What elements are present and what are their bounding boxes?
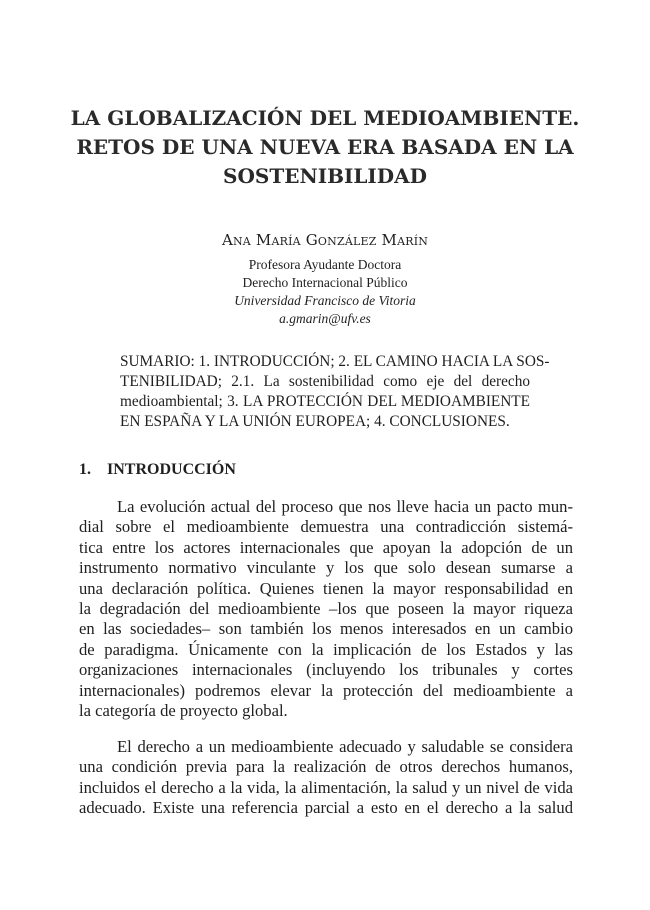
paragraph-line: una condición previa para la realización de otros derechos humanos, [79,757,573,777]
author-department: Derecho Internacional Público [242,275,408,290]
section-heading [79,460,236,480]
paragraph-line: instrumento normativo vinculante y los que solo desean sumarse a [79,558,573,578]
title-line-3: SOSTENIBILIDAD [223,164,427,188]
author-block [100,230,550,328]
paragraph-line: organizaciones internacionales (incluyendo los tribunales y cortes [79,660,573,680]
author-position: Profesora Ayudante Doctora [248,257,402,272]
paragraph-line: la categoría de proyecto global. [79,701,288,721]
summary-line: EN ESPAÑA Y LA UNIÓN EUROPEA; 4. CONCLUSIONES. [120,413,510,430]
paragraph-line: la degradación del medioambiente –los que poseen la mayor riqueza [79,599,573,619]
paragraph-line: dial sobre el medioambiente demuestra una contradicción sistemá- [79,517,573,537]
paragraph-line: incluidos el derecho a la vida, la alimentación, la salud y un nivel de vida [79,777,573,797]
title-line-2: RETOS DE UNA NUEVA ERA BASADA EN LA [76,135,574,159]
title-line-1: LA GLOBALIZACIÓN DEL MEDIOAMBIENTE. [70,106,580,130]
paragraph-line: internacionales) podremos elevar la protección del medioambiente a [79,680,573,700]
paragraph-line: adecuado. Existe una referencia parcial a esto en el derecho a la salud [79,798,573,818]
summary-line: TENIBILIDAD; 2.1. La sostenibilidad como eje del derecho [120,373,530,390]
paragraph-line: de paradigma. Únicamente con la implicación de los Estados y las [79,639,573,659]
paragraph-2 [79,737,573,819]
summary [120,352,550,432]
paragraph-line: tica entre los actores internacionales que apoyan la adopción de un [79,537,573,557]
author-email: a.gmarin@ufv.es [279,311,371,326]
section-title: INTRODUCCIÓN [107,461,236,478]
paragraph-line: una declaración política. Quienes tienen la mayor responsabilidad en [79,578,573,598]
summary-line: medioambiental; 3. LA PROTECCIÓN DEL MEDIOAMBIENTE [120,393,530,410]
section-number: 1. [79,461,91,478]
paragraph-1 [79,497,573,721]
author-university: Universidad Francisco de Vitoria [234,293,416,308]
author-name: Ana María González Marín [221,231,429,249]
paragraph-line: La evolución actual del proceso que nos lleve hacia un pacto mun- [117,497,573,516]
article-title [60,104,590,191]
paragraph-line: El derecho a un medioambiente adecuado y saludable se considera [117,737,573,756]
paragraph-line: en las sociedades– son también los menos interesados en un cambio [79,619,573,639]
summary-line: SUMARIO: 1. INTRODUCCIÓN; 2. EL CAMINO HACIA LA SOS- [120,353,550,370]
